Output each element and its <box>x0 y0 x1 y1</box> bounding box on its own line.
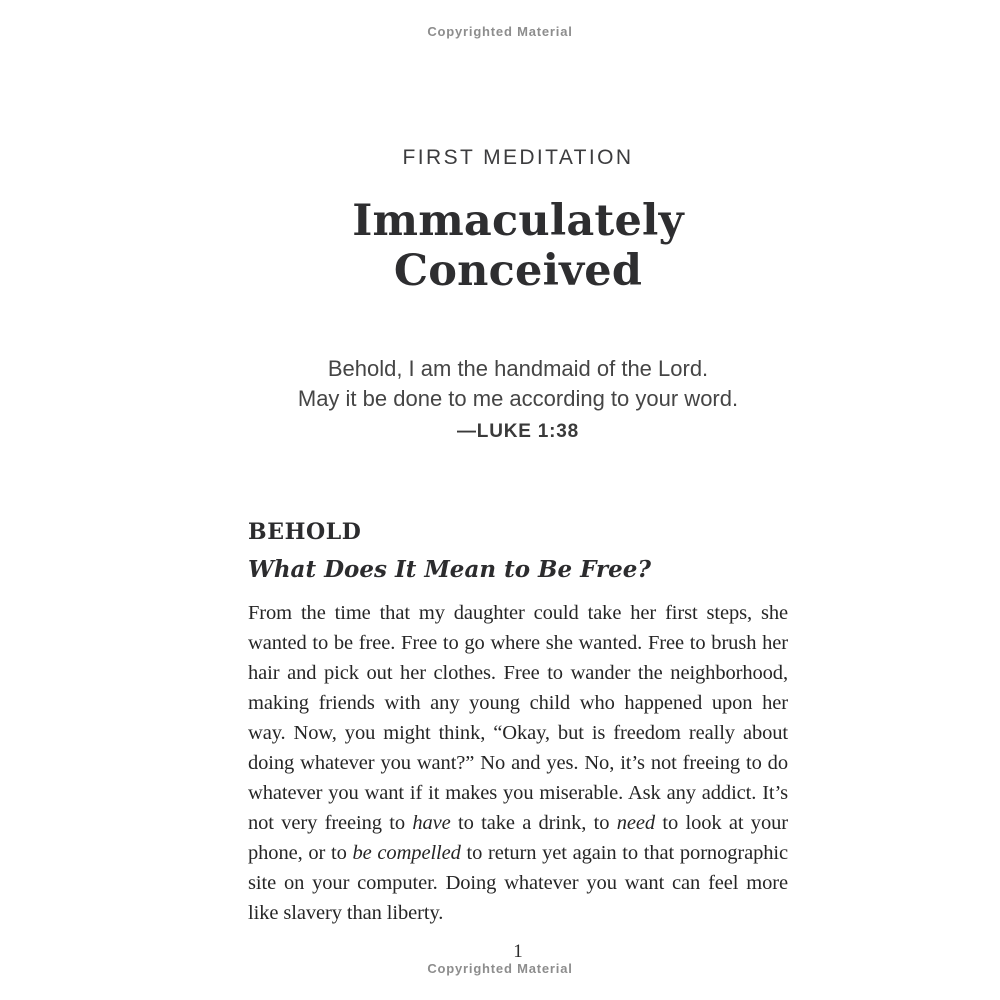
chapter-kicker: FIRST MEDITATION <box>402 146 634 169</box>
epigraph <box>248 354 788 414</box>
epigraph-attribution: —LUKE 1:38 <box>456 421 580 442</box>
epigraph-line-2: May it be done to me according to your word. <box>297 386 739 411</box>
section-subheading: What Does It Mean to Be Free? <box>248 556 651 583</box>
epigraph-line-1: Behold, I am the handmaid of the Lord. <box>327 356 709 381</box>
page-number: 1 <box>513 941 523 962</box>
chapter-title: Immaculately Conceived <box>352 196 684 296</box>
text-column <box>248 0 788 963</box>
section-heading: BEHOLD <box>248 519 362 545</box>
copyright-notice-bottom: Copyrighted Material <box>427 961 573 976</box>
copyright-notice-top: Copyrighted Material <box>427 24 573 39</box>
body-paragraph: From the time that my daughter could take her first steps, she wanted to be free. Free to go where she wanted. Free to brush her hair and pick out her clothes. Free to wander the neighborhood, making friends with any young child who happened upon her way. Now, you might think, “Okay, but is freedom really about doing whatever you want?” No and yes. No, it’s not freeing to do whatever you want if it makes you miserable. Ask any addict. It’s not very freeing to have to take a drink, to need to look at your phone, or to be compelled to return yet again to that pornographic site on your computer. Doing whatever you want can feel more like slavery than liberty. <box>248 602 788 924</box>
